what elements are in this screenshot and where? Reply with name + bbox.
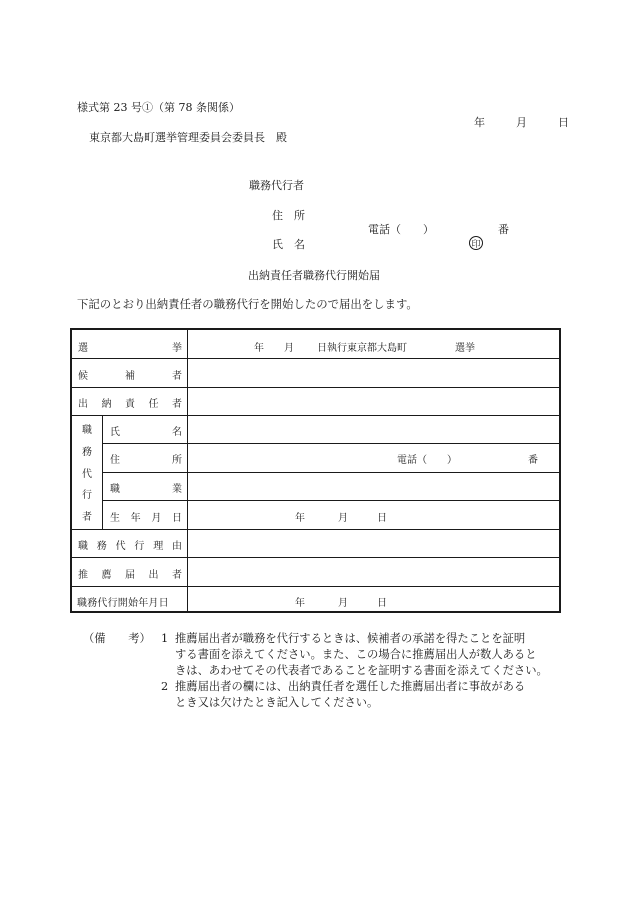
form-number: 様式第 23 号①（第 78 条関係） (77, 101, 240, 114)
agent-phone-suffix: 番 (528, 455, 538, 466)
election-suffix: 選挙 (455, 343, 475, 354)
election-label: 選 挙 (78, 343, 182, 354)
treasurer-label: 出 納 責 任 者 (78, 399, 182, 410)
remark-1-line1: 推薦届出者が職務を代行するときは、候補者の承諾を得たことを証明 (175, 632, 526, 645)
start-date-label: 職務代行開始年月日 (77, 598, 169, 609)
submitter-name-label: 氏 名 (272, 238, 305, 251)
addressee: 東京都大島町選挙管理委員会委員長 殿 (89, 131, 287, 144)
agent-job-label: 職 業 (110, 484, 182, 495)
seal-mark: 印 (469, 236, 483, 250)
intro-text: 下記のとおり出納責任者の職務代行を開始したので届出をします。 (77, 297, 418, 311)
remarks-label: （備 考） (83, 632, 151, 645)
start-month: 月 (338, 598, 348, 609)
start-year: 年 (295, 598, 305, 609)
date-year: 年 (474, 116, 485, 129)
remark-1-line2: する書面を添えてください。また、この場合に推薦届出人が数人あると (175, 648, 537, 661)
election-text: 日執行東京都大島町 (317, 343, 407, 354)
agent-name-label: 氏 名 (110, 427, 182, 438)
header-date (474, 114, 569, 130)
candidate-label: 候 補 者 (78, 371, 182, 382)
notification-table (70, 328, 561, 613)
submitter-phone-suffix: 番 (498, 223, 509, 236)
remark-2-line1: 推薦届出者の欄には、出納責任者を選任した推薦届出者に事故がある (175, 680, 526, 693)
election-month: 月 (284, 343, 294, 354)
date-month: 月 (516, 116, 527, 129)
remark-2-line2: とき又は欠けたとき記入してください。 (175, 696, 379, 709)
election-year: 年 (254, 343, 264, 354)
agent-phone-label: 電話（ ） (397, 455, 457, 466)
remark-1-line3: きは、あわせてその代表者であることを証明する書面を添えてください。 (175, 664, 548, 677)
remark-1-number: 1 (161, 632, 169, 645)
submitter-phone-label: 電話（ ） (368, 223, 434, 236)
birth-month: 月 (338, 513, 348, 524)
birth-day: 日 (377, 513, 387, 524)
document-title: 出納責任者職務代行開始届 (248, 269, 380, 282)
date-day: 日 (558, 116, 569, 129)
start-day: 日 (377, 598, 387, 609)
agent-birth-label: 生 年 月 日 (110, 513, 182, 524)
recommender-label: 推 薦 届 出 者 (78, 570, 182, 581)
agent-group-label: 職 務 代 行 者 (82, 425, 92, 523)
remark-2-number: 2 (161, 680, 169, 693)
agent-address-label: 住 所 (110, 455, 182, 466)
reason-label: 職 務 代 行 理 由 (78, 541, 182, 552)
submitter-address-label: 住 所 (272, 209, 305, 222)
submitter-role: 職務代行者 (249, 179, 304, 192)
birth-year: 年 (295, 513, 305, 524)
